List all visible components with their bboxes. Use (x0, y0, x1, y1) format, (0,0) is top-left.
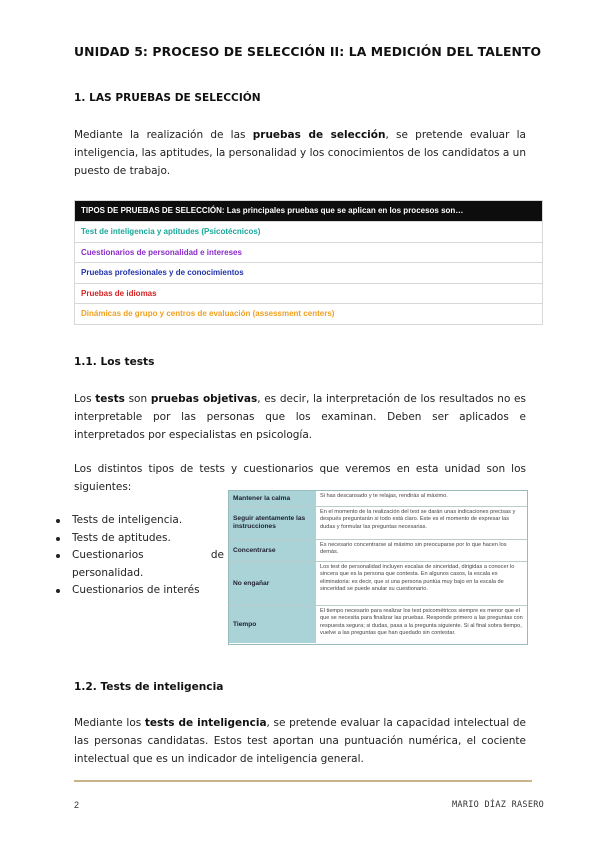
text-run: Mediante la realización de las (74, 129, 253, 141)
paragraph-inteligencia (74, 714, 526, 768)
paragraph-tests (74, 390, 526, 444)
footer-divider (74, 780, 532, 782)
list-item-text: de (210, 549, 224, 561)
section-heading-1-2: 1.2. Tests de inteligencia (74, 681, 224, 693)
tip-text: Es necesario concentrarse al máximo sin preocuparse por lo que hacen los demás. (315, 540, 527, 561)
list-item-text: Tests de aptitudes. (72, 531, 171, 544)
paragraph-tipos: Los distintos tipos de tests y cuestionarios que veremos en esta unidad son los siguientes: (74, 463, 526, 493)
table-header: TIPOS DE PRUEBAS DE SELECCIÓN: Las principales pruebas que se aplican en los procesos son… (75, 201, 542, 221)
text-run: , es decir, la interpretación de los resultados no es interpretable por las personas que los examinan. Deben ser aplicados e interpretados por especialistas en psicología. (74, 393, 526, 441)
bold-term: pruebas de selección (252, 129, 386, 141)
tests-bullet-list (54, 512, 224, 600)
list-item (54, 530, 224, 548)
tip-text: En el momento de la realización del test se darán unas indicaciones precisas y después preguntarán si todo está claro. Este es el momento de expresar las dudas y formular las preguntas necesarias. (315, 507, 527, 539)
tips-row (229, 605, 527, 643)
table-row: Pruebas de idiomas (75, 283, 542, 304)
tip-text: El tiempo necesario para realizar los test psicométricos siempre es menor que el que se necesita para finalizar las pruebas. Responde primero a las preguntas con respuesta segura; si dudas, pasa a la pregunta siguiente. Si al final sobra tiempo, vuelve a las preguntas que han quedado sin contestar. (315, 606, 527, 643)
section-heading-1: 1. LAS PRUEBAS DE SELECCIÓN (74, 92, 261, 104)
list-item-continuation (54, 565, 224, 583)
test-tips-image-table (228, 490, 528, 645)
list-item (54, 582, 224, 600)
table-row: Pruebas profesionales y de conocimientos (75, 262, 542, 283)
list-item-text: Cuestionarios de interés (72, 584, 200, 596)
bold-term: tests (95, 393, 125, 405)
list-item-text: Cuestionarios (72, 549, 144, 561)
list-item-text: personalidad. (72, 566, 144, 579)
list-item (54, 547, 224, 565)
tip-label: Seguir atentamente las instrucciones (229, 507, 315, 539)
author-name: MARIO DÍAZ RASERO (452, 800, 545, 810)
tips-row (229, 539, 527, 561)
page-title: UNIDAD 5: PROCESO DE SELECCIÓN II: LA MEDICIÓN DEL TALENTO (74, 44, 542, 59)
table-row: Cuestionarios de personalidad e intereses (75, 242, 542, 263)
table-row: Test de inteligencia y aptitudes (Psicotécnicos) (75, 221, 542, 242)
paragraph-pruebas (74, 126, 526, 180)
tip-text: Los test de personalidad incluyen escalas de sinceridad, dirigidas a conocer lo sincera que es la persona que contesta. En algunos casos, la escala es eliminatoria: es decir, que si una persona puntúa muy bajo en la escala de sinceridad se puede anular su cuestionario. (315, 562, 527, 605)
bold-term: tests de inteligencia (144, 717, 267, 729)
tips-row (229, 491, 527, 506)
text-run: , se pretende evaluar la capacidad intelectual de las personas candidatas. Estos test aportan una puntuación numérica, el cociente intelectual que es un indicador de inteligencia general. (74, 717, 526, 765)
tip-label: No engañar (229, 562, 315, 605)
list-item-text: Tests de inteligencia. (72, 514, 183, 526)
tipos-pruebas-table (74, 200, 543, 325)
text-run: , se pretende evaluar la inteligencia, las aptitudes, la personalidad y los conocimientos de los candidatos a un puesto de trabajo. (74, 129, 526, 177)
text-run: Los (74, 393, 96, 405)
section-heading-1-1: 1.1. Los tests (74, 356, 155, 368)
bullet-dot (56, 537, 60, 541)
text-run: Mediante los (74, 717, 145, 729)
list-item (54, 512, 224, 530)
table-row: Dinámicas de grupo y centros de evaluación (assessment centers) (75, 303, 542, 324)
tip-text: Si has descansado y te relajas, rendirás al máximo. (315, 491, 527, 506)
bold-term: pruebas objetivas (150, 393, 258, 405)
tip-label: Mantener la calma (229, 491, 315, 506)
bullet-dot (56, 519, 60, 523)
tips-row (229, 506, 527, 539)
bullet-dot (56, 554, 60, 558)
tip-label: Tiempo (229, 606, 315, 643)
tips-row (229, 561, 527, 605)
bullet-dot (56, 589, 60, 593)
tip-label: Concentrarse (229, 540, 315, 561)
text-run: son (124, 393, 151, 405)
page-number: 2 (74, 800, 80, 810)
